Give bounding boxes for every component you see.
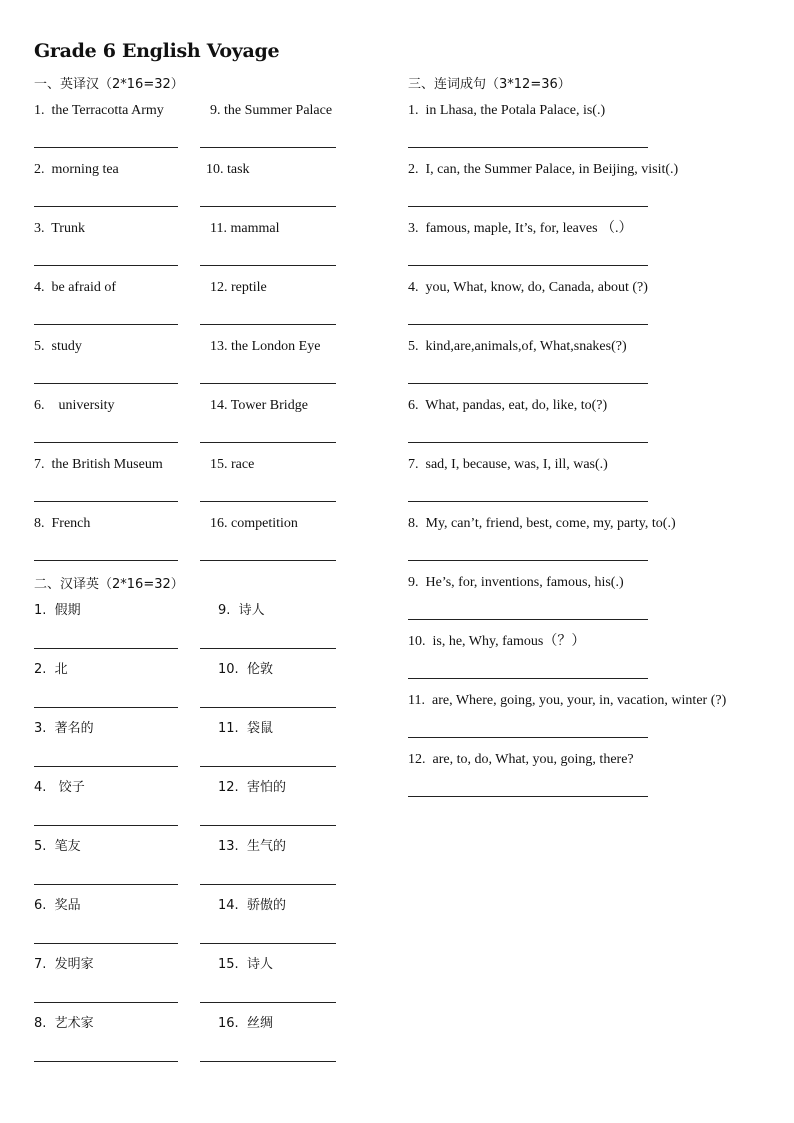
- chinese-term: 14. 骄傲的: [218, 898, 286, 913]
- answer-line[interactable]: [34, 383, 178, 384]
- sentence-prompt: 11. are, Where, going, you, your, in, vacation, winter (?): [408, 693, 727, 708]
- answer-line[interactable]: [408, 796, 648, 797]
- answer-line[interactable]: [34, 943, 178, 944]
- sentence-prompt: 3. famous, maple, It’s, for, leaves （.）: [408, 221, 633, 236]
- chinese-term: 8. 艺术家: [34, 1016, 94, 1031]
- sentence-prompt: 5. kind,are,animals,of, What,snakes(?): [408, 339, 627, 354]
- answer-line[interactable]: [34, 1002, 178, 1003]
- answer-line[interactable]: [200, 884, 336, 885]
- chinese-term: 2. 北: [34, 662, 68, 677]
- answer-line[interactable]: [200, 383, 336, 384]
- answer-line[interactable]: [200, 1061, 336, 1062]
- sentence-prompt: 1. in Lhasa, the Potala Palace, is(.): [408, 103, 606, 118]
- english-term: 10. task: [206, 162, 250, 177]
- english-term: 2. morning tea: [34, 162, 119, 177]
- chinese-term: 9. 诗人: [218, 603, 265, 618]
- answer-line[interactable]: [200, 501, 336, 502]
- answer-line[interactable]: [408, 501, 648, 502]
- answer-line[interactable]: [34, 560, 178, 561]
- answer-line[interactable]: [34, 707, 178, 708]
- english-term: 4. be afraid of: [34, 280, 117, 295]
- answer-line[interactable]: [408, 206, 648, 207]
- sentence-prompt: 8. My, can’t, friend, best, come, my, party, to(.): [408, 516, 676, 531]
- page-title: Grade 6 English Voyage: [34, 40, 280, 62]
- english-term: 3. Trunk: [34, 221, 85, 236]
- english-term: 1. the Terracotta Army: [34, 103, 164, 118]
- english-term: 11. mammal: [210, 221, 280, 236]
- answer-line[interactable]: [200, 707, 336, 708]
- answer-line[interactable]: [200, 648, 336, 649]
- english-term: 8. French: [34, 516, 91, 531]
- chinese-term: 10. 伦敦: [218, 662, 273, 677]
- answer-line[interactable]: [408, 383, 648, 384]
- answer-line[interactable]: [200, 943, 336, 944]
- answer-line[interactable]: [200, 324, 336, 325]
- chinese-term: 3. 著名的: [34, 721, 94, 736]
- answer-line[interactable]: [200, 766, 336, 767]
- answer-line[interactable]: [200, 560, 336, 561]
- answer-line[interactable]: [200, 1002, 336, 1003]
- answer-line[interactable]: [200, 825, 336, 826]
- answer-line[interactable]: [34, 825, 178, 826]
- english-term: 6. university: [34, 398, 115, 413]
- answer-line[interactable]: [408, 560, 648, 561]
- chinese-term: 12. 害怕的: [218, 780, 286, 795]
- sentence-prompt: 12. are, to, do, What, you, going, there?: [408, 752, 634, 767]
- answer-line[interactable]: [34, 442, 178, 443]
- answer-line[interactable]: [408, 678, 648, 679]
- answer-line[interactable]: [408, 147, 648, 148]
- answer-line[interactable]: [34, 324, 178, 325]
- chinese-term: 4. 饺子: [34, 780, 85, 795]
- sentence-prompt: 9. He’s, for, inventions, famous, his(.): [408, 575, 624, 590]
- answer-line[interactable]: [34, 884, 178, 885]
- chinese-term: 7. 发明家: [34, 957, 94, 972]
- answer-line[interactable]: [34, 766, 178, 767]
- answer-line[interactable]: [200, 206, 336, 207]
- chinese-term: 13. 生气的: [218, 839, 286, 854]
- chinese-term: 6. 奖品: [34, 898, 81, 913]
- answer-line[interactable]: [34, 501, 178, 502]
- chinese-term: 1. 假期: [34, 603, 81, 618]
- answer-line[interactable]: [34, 265, 178, 266]
- english-term: 5. study: [34, 339, 82, 354]
- answer-line[interactable]: [408, 324, 648, 325]
- english-term: 12. reptile: [210, 280, 267, 295]
- answer-line[interactable]: [408, 442, 648, 443]
- english-term: 13. the London Eye: [210, 339, 321, 354]
- sentence-prompt: 4. you, What, know, do, Canada, about (?): [408, 280, 648, 295]
- english-term: 16. competition: [210, 516, 298, 531]
- answer-line[interactable]: [34, 206, 178, 207]
- answer-line[interactable]: [34, 147, 178, 148]
- chinese-term: 16. 丝绸: [218, 1016, 273, 1031]
- sentence-prompt: 10. is, he, Why, famous（？）: [408, 634, 586, 649]
- answer-line[interactable]: [34, 648, 178, 649]
- chinese-term: 11. 袋鼠: [218, 721, 273, 736]
- sentence-prompt: 7. sad, I, because, was, I, ill, was(.): [408, 457, 608, 472]
- sentence-prompt: 6. What, pandas, eat, do, like, to(?): [408, 398, 608, 413]
- answer-line[interactable]: [408, 265, 648, 266]
- section-1-heading: 一、英译汉（2*16=32）: [34, 77, 184, 92]
- english-term: 7. the British Museum: [34, 457, 163, 472]
- answer-line[interactable]: [408, 737, 648, 738]
- section-2-heading: 二、汉译英（2*16=32）: [34, 577, 184, 592]
- answer-line[interactable]: [200, 442, 336, 443]
- chinese-term: 5. 笔友: [34, 839, 81, 854]
- english-term: 9. the Summer Palace: [210, 103, 333, 118]
- chinese-term: 15. 诗人: [218, 957, 273, 972]
- answer-line[interactable]: [408, 619, 648, 620]
- answer-line[interactable]: [200, 265, 336, 266]
- answer-line[interactable]: [200, 147, 336, 148]
- section-3-heading: 三、连词成句（3*12=36）: [408, 77, 571, 92]
- english-term: 14. Tower Bridge: [210, 398, 308, 413]
- sentence-prompt: 2. I, can, the Summer Palace, in Beijing, visit(.): [408, 162, 679, 177]
- answer-line[interactable]: [34, 1061, 178, 1062]
- english-term: 15. race: [210, 457, 255, 472]
